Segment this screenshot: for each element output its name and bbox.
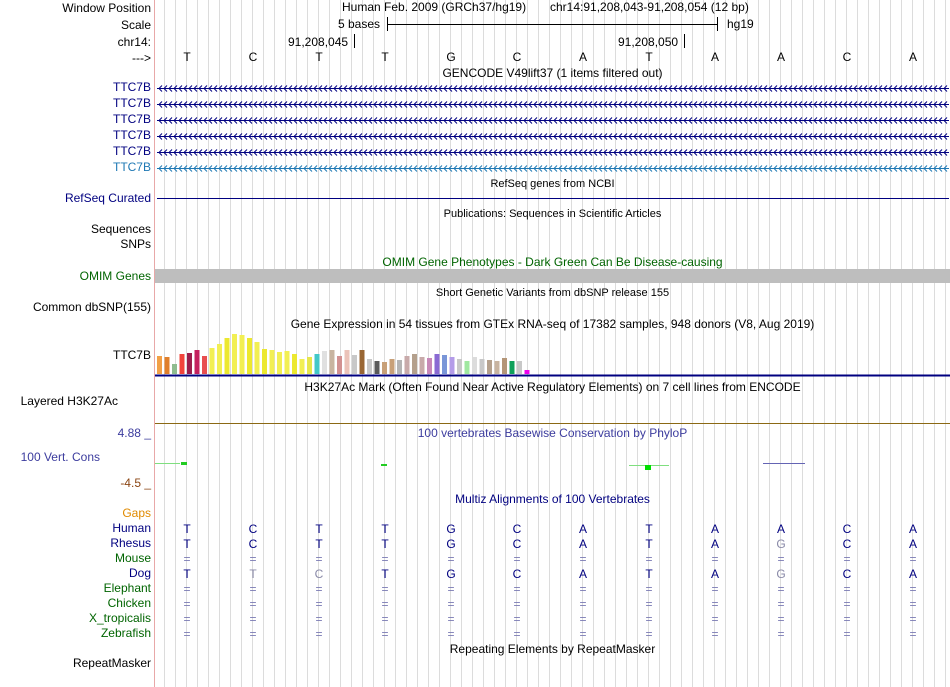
gtex-tissue-bar[interactable] <box>420 357 425 374</box>
scale-bar <box>387 24 718 25</box>
phylop-mark-3 <box>381 464 387 466</box>
position-text: chr14:91,208,043-91,208,054 (12 bp) <box>550 0 749 14</box>
alignment-base: T <box>645 567 653 581</box>
base-letter: A <box>908 50 917 64</box>
gtex-tissue-bar[interactable] <box>345 350 350 374</box>
gtex-tissue-bar[interactable] <box>300 359 305 374</box>
alignment-base: C <box>842 537 852 551</box>
gtex-tissue-bar[interactable] <box>217 344 222 374</box>
h3k27ac-title: H3K27Ac Mark (Often Found Near Active Regulatory Elements) on 7 cell lines from ENCODE <box>304 380 801 394</box>
alignment-base: = <box>909 582 917 596</box>
gtex-tissue-bar[interactable] <box>330 350 335 374</box>
alignment-base: = <box>579 582 587 596</box>
alignment-base: = <box>315 597 323 611</box>
alignment-base: = <box>843 612 851 626</box>
alignment-base: = <box>381 597 389 611</box>
gtex-tissue-bar[interactable] <box>375 361 380 374</box>
gtex-tissue-bar[interactable] <box>465 361 470 374</box>
alignment-base: = <box>909 597 917 611</box>
label-dbsnp[interactable]: Common dbSNP(155) <box>32 300 151 314</box>
label-strand: ---> <box>132 51 151 65</box>
coord-label-1: 91,208,045 <box>288 35 349 49</box>
alignment-base: T <box>381 537 389 551</box>
alignment-base: A <box>908 537 917 551</box>
label-ttc7b-6[interactable]: TTC7B <box>112 160 151 174</box>
label-ttc7b-4[interactable]: TTC7B <box>112 128 151 142</box>
alignment-base: C <box>248 522 258 536</box>
gtex-tissue-bar[interactable] <box>240 335 245 374</box>
alignment-base: = <box>777 627 785 641</box>
alignment-base: C <box>248 537 258 551</box>
gtex-tissue-bar[interactable] <box>270 350 275 374</box>
gtex-tissue-bar[interactable] <box>202 356 207 374</box>
alignment-base: = <box>315 582 323 596</box>
phylop-mark-6 <box>763 463 805 464</box>
gtex-tissue-bar[interactable] <box>457 359 462 374</box>
alignment-base: = <box>909 627 917 641</box>
gtex-tissue-bar[interactable] <box>502 358 507 374</box>
label-snps[interactable]: SNPs <box>120 237 151 251</box>
alignment-base: = <box>249 627 257 641</box>
alignment-base: = <box>381 612 389 626</box>
gtex-tissue-bar[interactable] <box>187 353 192 374</box>
label-gaps: Gaps <box>122 506 151 520</box>
label-cons-min: -4.5 _ <box>120 476 151 490</box>
gtex-tissue-bar[interactable] <box>232 334 237 374</box>
alignment-base: = <box>381 552 389 566</box>
base-letter: T <box>645 50 653 64</box>
gencode-transcript-line[interactable] <box>155 148 950 157</box>
label-ttc7b-5[interactable]: TTC7B <box>112 144 151 158</box>
gtex-tissue-bar[interactable] <box>180 354 185 374</box>
base-letter: T <box>381 50 389 64</box>
gtex-bar-chart[interactable] <box>155 330 950 378</box>
alignment-base: = <box>183 612 191 626</box>
phylop-mark-1 <box>155 463 180 464</box>
alignment-base: = <box>645 552 653 566</box>
alignment-base: = <box>711 627 719 641</box>
scale-bar-right-tick <box>717 17 718 31</box>
alignment-base: C <box>314 567 324 581</box>
alignment-base: = <box>909 552 917 566</box>
label-ttc7b-2[interactable]: TTC7B <box>112 96 151 110</box>
alignment-base: T <box>249 567 257 581</box>
coord-tick-2 <box>684 34 685 48</box>
base-letter: T <box>183 50 191 64</box>
alignment-base: T <box>183 522 191 536</box>
gtex-tissue-bar[interactable] <box>210 348 215 374</box>
alignment-base: = <box>183 552 191 566</box>
gtex-tissue-bar[interactable] <box>517 361 522 374</box>
assembly-text: Human Feb. 2009 (GRCh37/hg19) <box>342 0 527 14</box>
alignment-base: = <box>579 552 587 566</box>
alignment-base: T <box>381 567 389 581</box>
omim-title: OMIM Gene Phenotypes - Dark Green Can Be Disease-causing <box>382 255 723 269</box>
alignment-base: C <box>512 522 522 536</box>
gencode-transcript-line[interactable] <box>155 132 950 141</box>
base-letter: C <box>512 50 522 64</box>
alignment-base: = <box>513 612 521 626</box>
gencode-transcript-line[interactable] <box>155 84 950 93</box>
species-label[interactable]: Chicken <box>107 596 151 610</box>
alignment-base: A <box>908 522 917 536</box>
gtex-tissue-bar[interactable] <box>315 354 320 374</box>
alignment-base: G <box>446 537 456 551</box>
alignment-base: C <box>842 522 852 536</box>
alignment-base: A <box>710 522 719 536</box>
alignment-base: = <box>513 582 521 596</box>
gtex-tissue-bar[interactable] <box>322 351 327 374</box>
h3k27ac-baseline <box>155 423 950 424</box>
refseq-gene-line[interactable] <box>157 198 949 199</box>
phylop-title: 100 vertebrates Basewise Conservation by PhyloP <box>417 426 688 440</box>
species-label[interactable]: X_tropicalis <box>88 611 151 625</box>
gtex-tissue-bar[interactable] <box>397 360 402 374</box>
alignment-base: = <box>711 597 719 611</box>
gtex-tissue-bar[interactable] <box>412 354 417 374</box>
label-window-position: Window Position <box>62 1 151 15</box>
alignment-base: = <box>381 627 389 641</box>
alignment-base: = <box>513 552 521 566</box>
alignment-base: = <box>711 612 719 626</box>
alignment-base: G <box>776 537 786 551</box>
gtex-tissue-bar[interactable] <box>255 342 260 374</box>
alignment-base: = <box>777 552 785 566</box>
species-label[interactable]: Mouse <box>114 551 151 565</box>
omim-feature-bar[interactable] <box>155 269 950 283</box>
base-letter: A <box>578 50 587 64</box>
gtex-tissue-bar[interactable] <box>225 338 230 374</box>
gtex-tissue-bar[interactable] <box>172 364 177 374</box>
scale-text: 5 bases <box>338 17 381 31</box>
phylop-mark-2 <box>181 462 187 465</box>
alignment-base: = <box>645 582 653 596</box>
base-letter: C <box>248 50 258 64</box>
gencode-transcript-line[interactable] <box>155 100 950 109</box>
gtex-tissue-bar[interactable] <box>352 355 357 374</box>
alignment-base: T <box>381 522 389 536</box>
repeat-title: Repeating Elements by RepeatMasker <box>449 642 656 656</box>
alignment-base: = <box>645 597 653 611</box>
alignment-base: = <box>447 582 455 596</box>
alignment-base: = <box>315 552 323 566</box>
gtex-tissue-bar[interactable] <box>525 370 530 374</box>
alignment-base: = <box>645 612 653 626</box>
alignment-base: A <box>578 537 587 551</box>
alignment-base: A <box>710 567 719 581</box>
gtex-tissue-bar[interactable] <box>292 354 297 374</box>
track-labels-column <box>0 0 155 687</box>
alignment-base: = <box>183 627 191 641</box>
alignment-base: T <box>183 537 191 551</box>
alignment-base: = <box>843 582 851 596</box>
gtex-tissue-bar[interactable] <box>510 361 515 374</box>
label-scale: Scale <box>120 18 151 32</box>
label-refseq[interactable]: RefSeq Curated <box>64 191 151 205</box>
gtex-tissue-bar[interactable] <box>427 358 432 374</box>
gtex-tissue-bar[interactable] <box>487 360 492 374</box>
alignment-base: G <box>446 522 456 536</box>
gencode-transcript-line[interactable] <box>155 164 950 173</box>
alignment-base: = <box>777 612 785 626</box>
alignment-base: = <box>579 597 587 611</box>
alignment-base: = <box>249 612 257 626</box>
alignment-base: = <box>843 627 851 641</box>
label-cons[interactable]: 100 Vert. Cons <box>20 450 100 464</box>
label-cons-max: 4.88 _ <box>117 426 151 440</box>
alignment-base: = <box>447 612 455 626</box>
alignment-base: = <box>249 597 257 611</box>
gtex-tissue-bar[interactable] <box>277 352 282 374</box>
alignment-base: = <box>777 597 785 611</box>
alignment-base: = <box>645 627 653 641</box>
alignment-base: = <box>381 582 389 596</box>
gtex-tissue-bar[interactable] <box>165 357 170 374</box>
alignment-base: = <box>579 627 587 641</box>
gtex-tissue-bar[interactable] <box>450 357 455 374</box>
gtex-tissue-bar[interactable] <box>442 355 447 374</box>
alignment-base: = <box>909 612 917 626</box>
gtex-tissue-bar[interactable] <box>307 357 312 374</box>
gtex-tissue-bar[interactable] <box>435 354 440 374</box>
alignment-base: T <box>315 522 323 536</box>
alignment-base: C <box>512 537 522 551</box>
alignment-base: = <box>447 552 455 566</box>
gtex-tissue-bar[interactable] <box>390 359 395 374</box>
alignment-base: A <box>776 522 785 536</box>
gtex-tissue-bar[interactable] <box>247 338 252 374</box>
alignment-base: = <box>183 597 191 611</box>
refseq-title: RefSeq genes from NCBI <box>490 178 615 190</box>
label-gtex[interactable]: TTC7B <box>112 348 151 362</box>
alignment-base: = <box>711 552 719 566</box>
alignment-base: = <box>249 582 257 596</box>
gtex-tissue-bar[interactable] <box>367 359 372 374</box>
gtex-tissue-bar[interactable] <box>495 361 500 374</box>
dbsnp-title: Short Genetic Variants from dbSNP release 155 <box>435 287 670 299</box>
gtex-tissue-bar[interactable] <box>157 356 162 374</box>
gtex-tissue-bar[interactable] <box>382 362 387 374</box>
label-omim[interactable]: OMIM Genes <box>79 269 151 283</box>
track-data-area[interactable] <box>155 0 950 687</box>
species-label[interactable]: Zebrafish <box>100 626 151 640</box>
gtex-tissue-bar[interactable] <box>195 350 200 374</box>
label-ttc7b-3[interactable]: TTC7B <box>112 112 151 126</box>
base-letter: G <box>446 50 456 64</box>
alignment-base: G <box>776 567 786 581</box>
species-label[interactable]: Dog <box>128 566 151 580</box>
gencode-title: GENCODE V49lift37 (1 items filtered out) <box>442 66 663 80</box>
scale-db: hg19 <box>727 17 754 31</box>
alignment-base: C <box>512 567 522 581</box>
coord-tick-1 <box>354 34 355 48</box>
gtex-tissue-bar[interactable] <box>285 351 290 374</box>
alignment-base: G <box>446 567 456 581</box>
label-ttc7b-1[interactable]: TTC7B <box>112 80 151 94</box>
base-letter: C <box>842 50 852 64</box>
pubs-title: Publications: Sequences in Scientific Articles <box>443 208 662 220</box>
label-sequences[interactable]: Sequences <box>90 222 151 236</box>
phylop-mark-5 <box>645 465 651 470</box>
label-chrom: chr14: <box>117 35 151 49</box>
alignment-base: = <box>315 627 323 641</box>
gtex-tissue-bar[interactable] <box>480 359 485 374</box>
species-label[interactable]: Rhesus <box>110 536 151 550</box>
alignment-base: T <box>315 537 323 551</box>
alignment-base: = <box>447 597 455 611</box>
alignment-base: A <box>578 522 587 536</box>
species-label[interactable]: Human <box>112 521 151 535</box>
gencode-transcript-line[interactable] <box>155 116 950 125</box>
alignment-base: = <box>447 627 455 641</box>
gtex-tissue-bar[interactable] <box>262 349 267 374</box>
alignment-base: = <box>777 582 785 596</box>
alignment-base: = <box>513 627 521 641</box>
alignment-base: = <box>579 612 587 626</box>
alignment-base: = <box>249 552 257 566</box>
coord-label-2: 91,208,050 <box>618 35 679 49</box>
alignment-base: = <box>513 597 521 611</box>
alignment-base: A <box>578 567 587 581</box>
multiz-title: Multiz Alignments of 100 Vertebrates <box>455 492 650 506</box>
base-letter: T <box>315 50 323 64</box>
alignment-base: = <box>843 552 851 566</box>
alignment-base: A <box>908 567 917 581</box>
label-h3k27ac[interactable]: Layered H3K27Ac <box>20 394 118 408</box>
alignment-base: = <box>711 582 719 596</box>
label-repeatmasker[interactable]: RepeatMasker <box>72 656 151 670</box>
alignment-base: = <box>315 612 323 626</box>
alignment-base: = <box>843 597 851 611</box>
base-letter: A <box>710 50 719 64</box>
gtex-tissue-bar[interactable] <box>360 350 365 374</box>
alignment-base: A <box>710 537 719 551</box>
gtex-tissue-bar[interactable] <box>405 356 410 374</box>
alignment-base: = <box>183 582 191 596</box>
base-letter: A <box>776 50 785 64</box>
alignment-base: C <box>842 567 852 581</box>
gtex-tissue-bar[interactable] <box>472 357 477 374</box>
gtex-title: Gene Expression in 54 tissues from GTEx RNA-seq of 17382 samples, 948 donors (V8, Aug 2019) <box>290 317 815 331</box>
alignment-base: T <box>645 522 653 536</box>
species-label[interactable]: Elephant <box>103 581 151 595</box>
gtex-tissue-bar[interactable] <box>337 356 342 374</box>
alignment-base: T <box>183 567 191 581</box>
alignment-base: T <box>645 537 653 551</box>
